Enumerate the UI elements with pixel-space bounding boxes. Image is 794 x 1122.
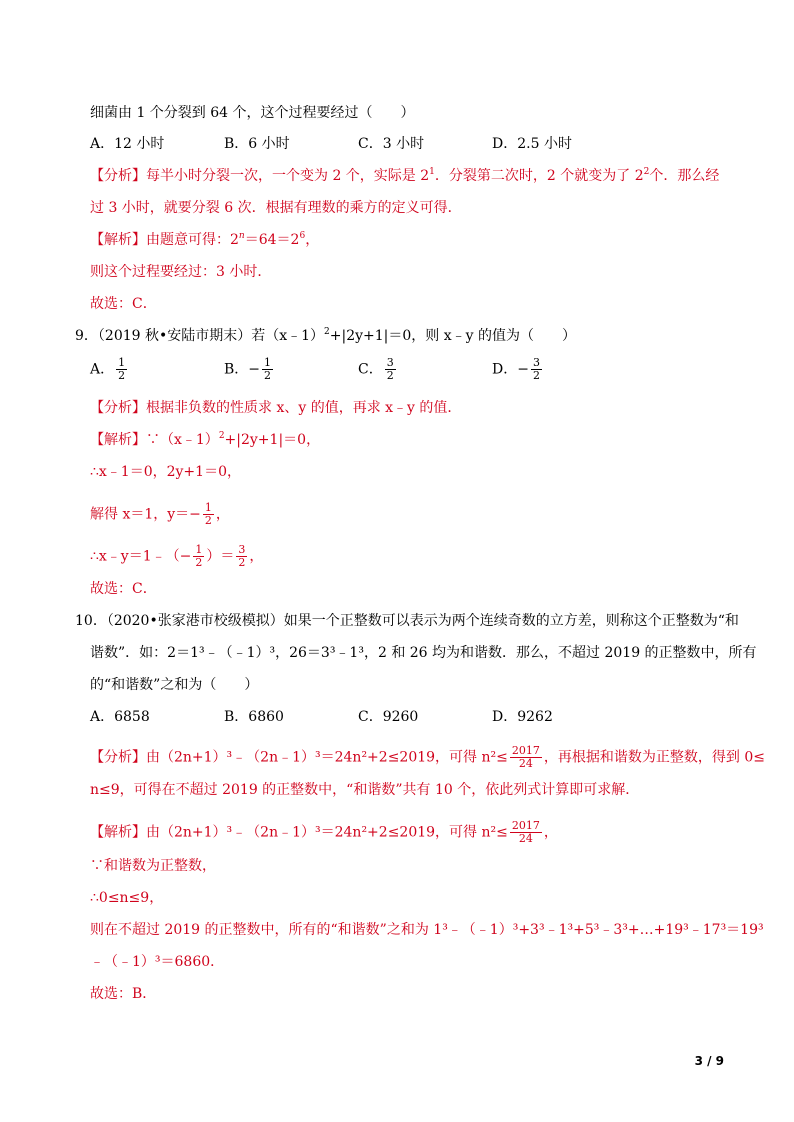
q10-option-b: B．6860	[224, 709, 284, 725]
q10-solution-line4: 则在不超过 2019 的正整数中，所有的“和谐数”之和为 1³﹣（﹣1）³+3³﹣1³+5³﹣3³+…+19³﹣17³＝19³	[90, 922, 764, 938]
q10-solution-text: 由（2n+1）³﹣（2n﹣1）³＝24n²+2≤2019，可得 n²≤	[146, 824, 508, 841]
q9-solution-text: 解得 x＝1，y＝−	[90, 506, 201, 523]
q9-solution-line1: 【解析】∵（x﹣1）$^2$+|2y+1|＝0，	[90, 431, 321, 448]
q10-solution-text: ，	[543, 824, 558, 841]
q10-answer: 故选：B．	[90, 986, 157, 1002]
q8-analysis-text: 每半小时分裂一次，一个变为 2 个，实际是 2	[146, 168, 430, 184]
q8-answer: 故选：C．	[90, 296, 157, 312]
q9-solution-text: ∵（x﹣1）	[146, 432, 219, 448]
solution-tag: 【解析】	[90, 432, 146, 448]
q9-stem: 9．（2019 秋•安陆市期末）若（x﹣1）$^2$+|2y+1|＝0，则 x﹣y 的值为（ ）	[75, 327, 577, 344]
q10-option-c: C．9260	[358, 709, 419, 725]
q9-options	[90, 357, 724, 382]
q9-solution-text: +|2y+1|＝0，	[224, 432, 321, 448]
q8-analysis-text: ．分裂第二次时，2 个就变为了 2	[434, 168, 644, 184]
q8-solution-text: 由题意可得：2	[146, 232, 239, 248]
q8-analysis-line1: 【分析】每半小时分裂一次，一个变为 2 个，实际是 $2^1$．分裂第二次时，2 个就变为了 $2^2$个．那么经	[90, 167, 720, 184]
q9-option-b: B．− $\frac{1}{2}$	[224, 356, 272, 382]
q8-analysis-line2: 过 3 小时，就要分裂 6 次．根据有理数的乘方的定义可得．	[90, 200, 462, 216]
q9-solution-line3: 解得 x＝1，y＝− $\frac{1}{2}$ ，	[90, 501, 230, 527]
q8-option-b: B．6 小时	[224, 136, 290, 152]
q9-analysis	[90, 399, 724, 417]
solution-tag: 【解析】	[90, 824, 146, 841]
q10-solution-line3: ∴0≤n≤9，	[90, 890, 164, 906]
q10-analysis-line1: 【分析】由（2n+1）³﹣（2n﹣1）³＝24n²+2≤2019，可得 n²≤ $\frac{2017}{24}$ ，再根据和谐数为正整数，得到 0≤	[90, 744, 765, 770]
q9-option-c: C． $\frac{3}{2}$	[358, 356, 394, 382]
analysis-tag: 【分析】	[90, 168, 146, 184]
analysis-tag: 【分析】	[90, 400, 146, 416]
q10-analysis-line2: n≤9，可得在不超过 2019 的正整数中，“和谐数”共有 10 个，依此列式计算即可求解．	[90, 782, 640, 798]
q8-solution-line1: 【解析】由题意可得：$2^n=64=2^6$，	[90, 231, 320, 248]
q9-stem-text: +|2y+1|＝0，则 x﹣y 的值为（ ）	[329, 328, 577, 344]
q10-analysis-text: ，再根据和谐数为正整数，得到 0≤	[543, 749, 765, 766]
q10-solution-line5: ﹣（﹣1）³＝6860．	[90, 954, 225, 970]
q8-stem: 细菌由 1 个分裂到 64 个，这个过程要经过（ ）	[90, 105, 415, 121]
q8-option-a: A．12 小时	[90, 136, 165, 152]
q9-solution-text: ，	[215, 506, 230, 523]
q9-solution-text: ，	[249, 548, 264, 565]
q8-solution-line2: 则这个过程要经过：3 小时．	[90, 264, 272, 280]
q10-stem-line2: 谐数”．如：2＝1³﹣（﹣1）³，26＝3³﹣1³，2 和 26 均为和谐数．那么，不超过 2019 的正整数中，所有	[90, 645, 757, 661]
q10-solution-line2: ∵和谐数为正整数，	[90, 858, 216, 874]
q9-solution-line2: ∴x﹣1＝0，2y+1＝0，	[90, 464, 241, 480]
q8-options	[90, 135, 724, 153]
q9-answer: 故选：C．	[90, 581, 157, 597]
q10-solution-line1: 【解析】由（2n+1）³﹣（2n﹣1）³＝24n²+2≤2019，可得 n²≤ $\frac{2017}{24}$ ，	[90, 819, 558, 845]
analysis-tag: 【分析】	[90, 749, 146, 766]
q9-solution-line4: ∴x﹣y＝1﹣（− $\frac{1}{2}$ ）＝ $\frac{3}{2}$ ，	[90, 543, 264, 569]
q8-analysis-text: 个．那么经	[649, 168, 720, 184]
solution-tag: 【解析】	[90, 232, 146, 248]
page-number: 3 / 9	[694, 1054, 724, 1068]
q10-options	[90, 708, 724, 726]
q8-solution-text: ，	[305, 232, 320, 248]
q9-stem-text: 9．（2019 秋•安陆市期末）若（x﹣1）	[75, 328, 325, 344]
q9-analysis-text: 根据非负数的性质求 x、y 的值，再求 x﹣y 的值．	[146, 400, 462, 416]
q8-solution-text: ＝64＝2	[244, 232, 300, 248]
q9-option-a: A． $\frac{1}{2}$	[90, 356, 126, 382]
q8-option-c: C．3 小时	[358, 136, 425, 152]
q8-option-d: D．2.5 小时	[492, 136, 572, 152]
q10-stem-line3: 的“和谐数”之和为（ ）	[90, 677, 259, 693]
q9-option-d: D．− $\frac{3}{2}$	[492, 356, 540, 382]
q9-solution-text: ∴x﹣y＝1﹣（−	[90, 548, 192, 565]
q10-option-d: D．9262	[492, 709, 553, 725]
q10-stem-line1: 10．（2020•张家港市校级模拟）如果一个正整数可以表示为两个连续奇数的立方差，则称这个正整数为“和	[75, 613, 739, 629]
q10-option-a: A．6858	[90, 709, 150, 725]
q9-solution-text: ）＝	[206, 548, 235, 565]
q10-analysis-text: 由（2n+1）³﹣（2n﹣1）³＝24n²+2≤2019，可得 n²≤	[146, 749, 508, 766]
